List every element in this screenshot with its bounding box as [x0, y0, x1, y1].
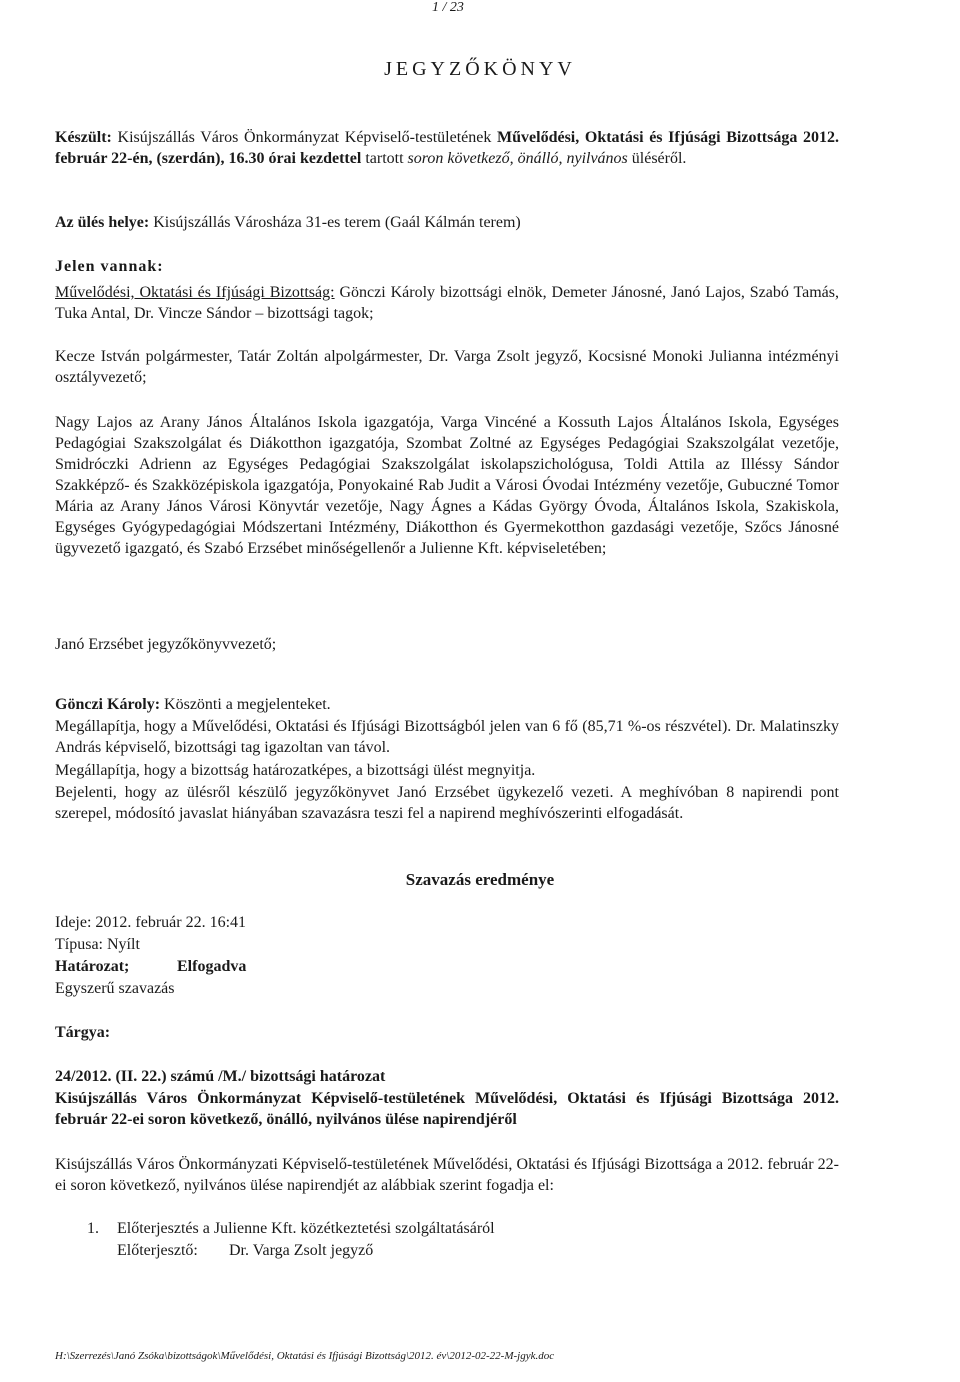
- present-heading-text: Jelen vannak:: [55, 258, 164, 275]
- vote-heading: Szavazás eredménye: [405, 870, 555, 889]
- committee-label: Művelődési, Oktatási és Ifjúsági Bizottság:: [55, 284, 335, 301]
- vote-date: Ideje: 2012. február 22. 16:41: [55, 914, 247, 931]
- vote-decision: [55, 956, 839, 977]
- opening-line-3: Bejelenti, hogy az ülésről készülő jegyzőkönyvet Janó Erzsébet ügykezelő vezeti. A meghívóban 8 napirendi pont szerepel, módosító javaslat hiányában szavazásra teszi fel a napirend meghívószerinti elfogadását.: [55, 784, 839, 822]
- venue-text: Kisújszállás Városháza 31-es terem (Gaál Kálmán terem): [149, 214, 521, 231]
- opening-line-1: Megállapítja, hogy a Művelődési, Oktatási és Ifjúsági Bizottságból jelen van 6 fő (85,71 %-os részvétel). Dr. Malatinszky András képviselő, bizottsági tag igazoltan van távol.: [55, 718, 839, 756]
- decision-label: Határozat;: [55, 958, 130, 975]
- recorder-line: Janó Erzsébet jegyzőkönyvvezető;: [55, 636, 277, 653]
- greeting-text: Köszönti a megjelenteket.: [160, 696, 331, 713]
- vote-type: Típusa: Nyílt: [55, 936, 140, 953]
- resolution-title: Kisújszállás Város Önkormányzat Képviselő-testületének Művelődési, Oktatási és Ifjúsági Bizottsága 2012. február 22-ei soron következő, önálló, nyilvános ülése napirendjéről: [55, 1090, 839, 1128]
- present-heading: [55, 256, 839, 277]
- page-number: 1 / 23: [432, 0, 464, 15]
- opening-greeting: [55, 694, 839, 715]
- document-title: JEGYZŐKÖNYV: [384, 58, 576, 80]
- agenda-item: [87, 1218, 827, 1239]
- committee-members-paragraph: [55, 282, 839, 324]
- intro-paragraph: [55, 127, 839, 169]
- intro-italic: soron következő, önálló, nyilvános: [407, 150, 628, 167]
- presenter-label: Előterjesztő:: [117, 1242, 198, 1259]
- footer-file-path: H:\Szerrezés\Janó Zsóka\bizottságok\Művelődési, Oktatási és Ifjúsági Bizottság\2012. év\2012-02-22-M-jgyk.doc: [55, 1350, 555, 1362]
- venue-line: [55, 212, 839, 233]
- speaker-name: Gönczi Károly:: [55, 696, 161, 713]
- resolution-number: 24/2012. (II. 22.) számú /M./ bizottsági határozat: [55, 1068, 386, 1085]
- intro-text-2: tartott: [361, 150, 408, 167]
- committee-members: Gönczi Károly bizottsági elnök, Demeter Jánosné, Janó Lajos, Szabó Tamás, Tuka Antal, Dr. Vincze Sándor – bizottsági tagok;: [55, 284, 840, 322]
- intro-label: Készült:: [55, 129, 112, 146]
- vote-majority: Egyszerű szavazás: [55, 980, 175, 997]
- vote-subject-label: Tárgya:: [55, 1024, 111, 1041]
- agenda-item-number: 1.: [87, 1220, 99, 1237]
- intro-text-1: Kisújszállás Város Önkormányzat Képviselő-testületének: [111, 129, 498, 146]
- agenda-item-presenter-line: [117, 1240, 817, 1261]
- agenda-item-title: Előterjesztés a Julienne Kft. közétkeztetési szolgáltatásáról: [117, 1220, 495, 1237]
- officials-paragraph: Kecze István polgármester, Tatár Zoltán alpolgármester, Dr. Varga Zsolt jegyző, Kocsisné Monoki Julianna intézményi osztályvezető;: [55, 348, 839, 386]
- presenter-name: Dr. Varga Zsolt jegyző: [229, 1242, 374, 1259]
- resolution-body: Kisújszállás Város Önkormányzati Képviselő-testületének Művelődési, Oktatási és Ifjúsági Bizottsága a 2012. február 22-ei soron következő, nyilvános ülése napirendjét az alábbiak szerint fogadja el:: [55, 1156, 839, 1194]
- guests-paragraph: Nagy Lajos az Arany János Általános Iskola igazgatója, Varga Vincéné a Kossuth Lajos Általános Iskola, Egységes Pedagógiai Szakszolgálat és Diákotthon igazgatója, Szombat Zoltné az Egységes Pedagógiai Szakszolgálat vezetője, Smidróczki Adrienn az Egységes Pedagógiai Szakszolgálat iskolapszichológusa, Toldi Attila az Illéssy Sándor Szakképző- és Szakközépiskola igazgatója, Ponyokainé Rab Judit a Városi Óvodai Intézmény vezetője, Gubuczné Tomor Mária az Arany János Városi Könyvtár vezetője, Nagy Ágnes a Kádas György Óvoda, Általános Iskola, Szakiskola, Egységes Gyógypedagógiai Módszertani Intézmény, Diákotthon és Gyermekotthon gazdasági vezetője, Szőcs Jánosné ügyvezető igazgató, és Szabó Erzsébet minőségellenőr a Julienne Kft. képviseletében;: [55, 414, 839, 557]
- intro-committee: Művelődési, Oktatási és Ifjúsági Bizottsága 2012. február 22-én, (szerdán), 16.30 órai kezdettel: [55, 129, 839, 167]
- opening-line-2: Megállapítja, hogy a bizottság határozatképes, a bizottsági ülést megnyitja.: [55, 762, 536, 779]
- intro-text-3: üléséről.: [627, 150, 687, 167]
- decision-value: Elfogadva: [177, 958, 247, 975]
- venue-label: Az ülés helye:: [55, 214, 150, 231]
